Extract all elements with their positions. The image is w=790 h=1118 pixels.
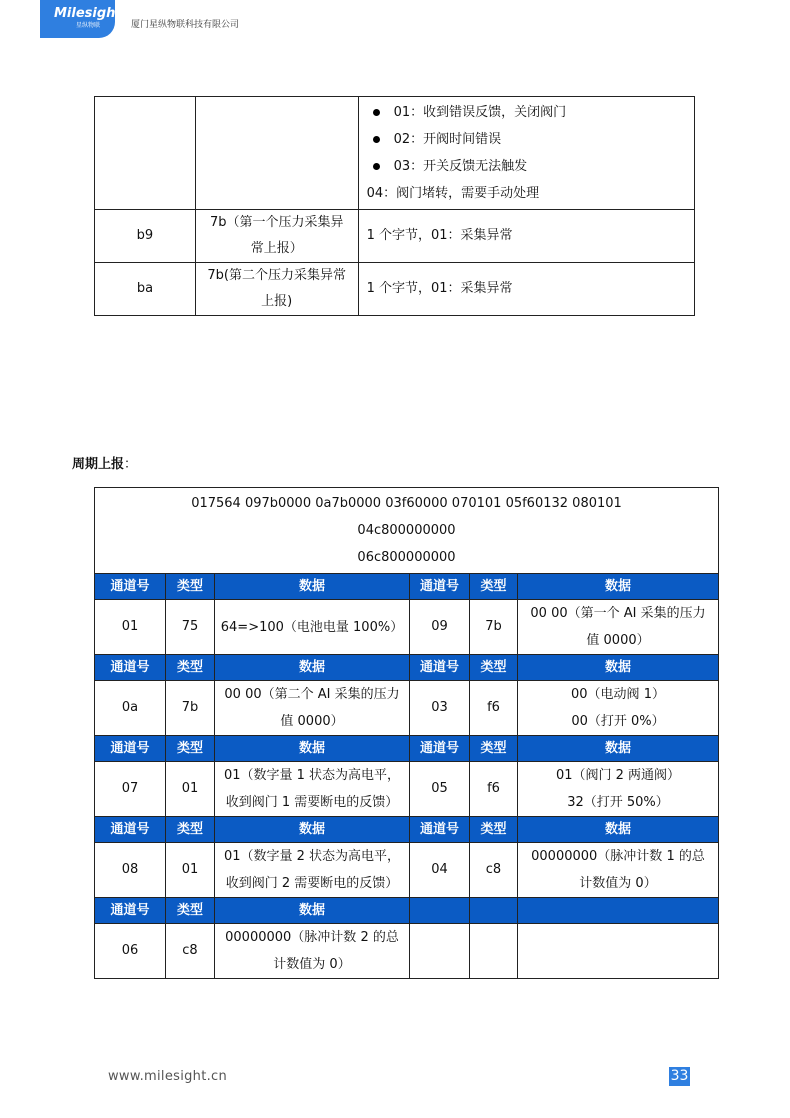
cell-desc: 1 个字节，01：采集异常 xyxy=(358,210,694,263)
column-header: 数据 xyxy=(215,574,410,600)
table-row xyxy=(95,762,719,817)
cell-data: 01（数字量 2 状态为高电平， 收到阀门 2 需要断电的反馈） xyxy=(215,843,410,898)
table-row xyxy=(95,263,695,316)
cell-data: 00 00（第一个 AI 采集的压力 值 0000） xyxy=(518,600,719,655)
table-row xyxy=(95,210,695,263)
cell-channel: 07 xyxy=(95,762,166,817)
cell-id: b9 xyxy=(95,210,196,263)
cell-data xyxy=(518,924,719,979)
column-header: 类型 xyxy=(470,655,518,681)
column-header: 通道号 xyxy=(95,736,166,762)
list-item: 03：开关反馈无法触发 xyxy=(367,153,690,180)
column-header: 数据 xyxy=(215,655,410,681)
column-header xyxy=(518,898,719,924)
milesight-logo xyxy=(40,0,122,38)
column-header xyxy=(410,898,470,924)
column-header: 通道号 xyxy=(95,574,166,600)
column-header: 通道号 xyxy=(410,817,470,843)
cell-data: 00（电动阀 1） 00（打开 0%） xyxy=(518,681,719,736)
cell-type: c8 xyxy=(166,924,215,979)
cell-type: f6 xyxy=(470,681,518,736)
column-header: 通道号 xyxy=(410,655,470,681)
hex-line: 06c800000000 xyxy=(357,550,456,565)
cell-channel: 03 xyxy=(410,681,470,736)
cell-type: 01 xyxy=(166,843,215,898)
column-header: 类型 xyxy=(470,817,518,843)
cell-desc: 1 个字节，01：采集异常 xyxy=(358,263,694,316)
cell-type xyxy=(470,924,518,979)
logo-brand: Milesight xyxy=(54,6,122,21)
cell-channel: 05 xyxy=(410,762,470,817)
list-item: 01：收到错误反馈，关闭阀门 xyxy=(367,99,690,126)
logo-subtitle: 星纵物联 xyxy=(76,22,101,29)
hex-row xyxy=(95,488,719,574)
cell-channel: 09 xyxy=(410,600,470,655)
table-row xyxy=(95,843,719,898)
column-header: 类型 xyxy=(166,655,215,681)
page-number: 33 xyxy=(670,1068,689,1084)
column-header: 通道号 xyxy=(410,574,470,600)
cell-id: ba xyxy=(95,263,196,316)
column-header: 通道号 xyxy=(95,817,166,843)
cell-data: 01（数字量 1 状态为高电平， 收到阀门 1 需要断电的反馈） xyxy=(215,762,410,817)
cell-channel: 01 xyxy=(95,600,166,655)
column-header: 类型 xyxy=(166,736,215,762)
table-row xyxy=(95,924,719,979)
column-header: 数据 xyxy=(215,736,410,762)
cell-type: 01 xyxy=(166,762,215,817)
column-header xyxy=(470,898,518,924)
cell-type: 75 xyxy=(166,600,215,655)
header-row xyxy=(95,898,719,924)
hex-line: 04c800000000 xyxy=(357,523,456,538)
column-header: 通道号 xyxy=(95,655,166,681)
column-header: 数据 xyxy=(518,736,719,762)
cell-channel: 04 xyxy=(410,843,470,898)
cell-type: c8 xyxy=(470,843,518,898)
section-title: 周期上报： xyxy=(72,457,138,472)
column-header: 类型 xyxy=(166,574,215,600)
column-header: 数据 xyxy=(215,817,410,843)
list-item: 04：阀门堵转，需要手动处理 xyxy=(366,186,540,201)
status-table xyxy=(94,96,695,316)
bullet-icon xyxy=(373,163,380,170)
cell-channel: 08 xyxy=(95,843,166,898)
cell-type: 7b（第一个压力采集异 常上报） xyxy=(195,210,358,263)
column-header: 类型 xyxy=(166,817,215,843)
column-header: 类型 xyxy=(166,898,215,924)
cell-data: 01（阀门 2 两通阀） 32（打开 50%） xyxy=(518,762,719,817)
column-header: 数据 xyxy=(518,655,719,681)
cell-data: 00000000（脉冲计数 1 的总 计数值为 0） xyxy=(518,843,719,898)
column-header: 类型 xyxy=(470,574,518,600)
column-header: 数据 xyxy=(518,574,719,600)
column-header: 通道号 xyxy=(410,736,470,762)
column-header: 类型 xyxy=(470,736,518,762)
cell-channel: 06 xyxy=(95,924,166,979)
cell-type: 7b xyxy=(470,600,518,655)
cell-channel: 0a xyxy=(95,681,166,736)
cell-type: f6 xyxy=(470,762,518,817)
header-row xyxy=(95,655,719,681)
list-item: 02：开阀时间错误 xyxy=(367,126,690,153)
table-row xyxy=(95,97,695,210)
bullet-icon xyxy=(373,136,380,143)
cell-data: 00000000（脉冲计数 2 的总 计数值为 0） xyxy=(215,924,410,979)
cell-data: 00 00（第二个 AI 采集的压力 值 0000） xyxy=(215,681,410,736)
hex-line: 017564 097b0000 0a7b0000 03f60000 070101 05f60132 080101 xyxy=(191,496,622,511)
cell-channel xyxy=(410,924,470,979)
cell-data: 64=>100（电池电量 100%） xyxy=(215,600,410,655)
cell-type: 7b xyxy=(166,681,215,736)
header-row xyxy=(95,736,719,762)
table-row xyxy=(95,681,719,736)
bullet-icon xyxy=(373,109,380,116)
column-header: 数据 xyxy=(518,817,719,843)
periodic-report-table xyxy=(94,487,719,979)
header-row xyxy=(95,817,719,843)
footer-url: www.milesight.cn xyxy=(108,1069,228,1084)
column-header: 通道号 xyxy=(95,898,166,924)
cell-type: 7b(第二个压力采集异常 上报) xyxy=(195,263,358,316)
column-header: 数据 xyxy=(215,898,410,924)
company-name: 厦门星纵物联科技有限公司 xyxy=(131,20,240,30)
table-row xyxy=(95,600,719,655)
header-row xyxy=(95,574,719,600)
